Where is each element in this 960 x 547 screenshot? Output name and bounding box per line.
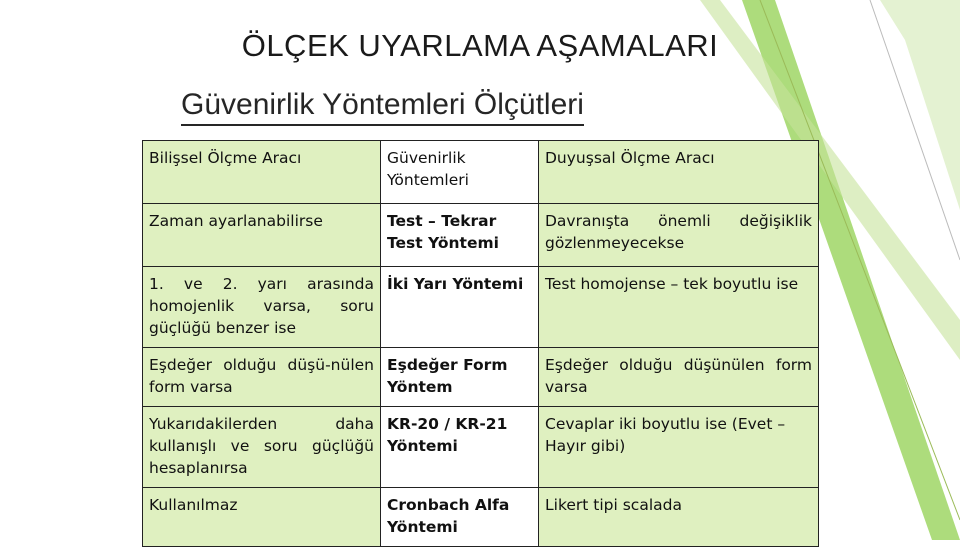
table-row: [143, 267, 819, 348]
table-row: [143, 348, 819, 407]
header-affective: Duyuşsal Ölçme Aracı: [539, 141, 819, 204]
cell-affective: Test homojense – tek boyutlu ise: [539, 267, 819, 348]
cell-cognitive: Yukarıdakilerden daha kullanışlı ve soru güçlüğü hesaplanırsa: [143, 407, 381, 488]
slide-subtitle: Güvenirlik Yöntemleri Ölçütleri: [181, 86, 584, 126]
header-cognitive: Bilişsel Ölçme Aracı: [143, 141, 381, 204]
table-row: [143, 407, 819, 488]
cell-affective: Davranışta önemli değişiklik gözlenmeyecekse: [539, 204, 819, 267]
slide-title: ÖLÇEK UYARLAMA AŞAMALARI: [241, 28, 719, 63]
cell-cognitive: 1. ve 2. yarı arasında homojenlik varsa, soru güçlüğü benzer ise: [143, 267, 381, 348]
cell-method: Cronbach Alfa Yöntemi: [381, 488, 539, 547]
cell-method: İki Yarı Yöntemi: [381, 267, 539, 348]
cell-cognitive: Zaman ayarlanabilirse: [143, 204, 381, 267]
table-row: [143, 204, 819, 267]
cell-method: KR-20 / KR-21 Yöntemi: [381, 407, 539, 488]
cell-affective: Likert tipi scalada: [539, 488, 819, 547]
reliability-methods-table: [142, 140, 819, 547]
table-header-row: [143, 141, 819, 204]
header-methods: Güvenirlik Yöntemleri: [381, 141, 539, 204]
cell-cognitive: Eşdeğer olduğu düşü-nülen form varsa: [143, 348, 381, 407]
cell-affective: Eşdeğer olduğu düşünülen form varsa: [539, 348, 819, 407]
cell-method: Test – Tekrar Test Yöntemi: [381, 204, 539, 267]
cell-cognitive: Kullanılmaz: [143, 488, 381, 547]
cell-affective: Cevaplar iki boyutlu ise (Evet – Hayır gibi): [539, 407, 819, 488]
cell-method: Eşdeğer Form Yöntem: [381, 348, 539, 407]
table-row: [143, 488, 819, 547]
